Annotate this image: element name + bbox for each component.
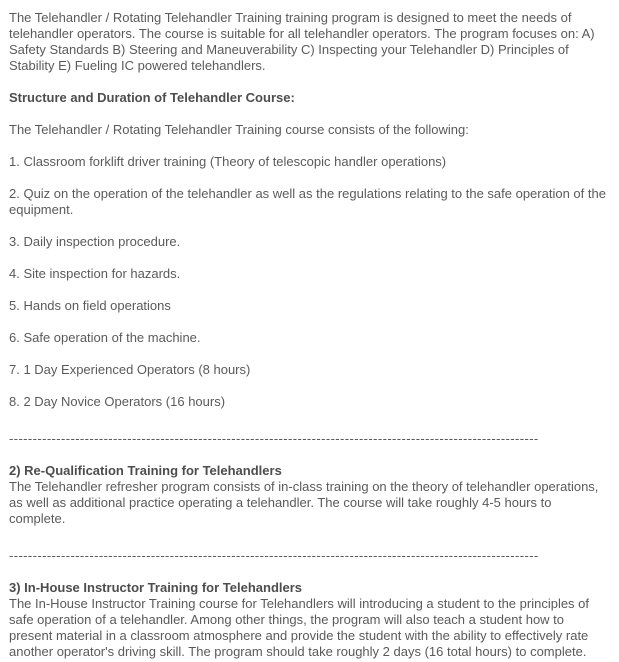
course-item-6: 6. Safe operation of the machine. [9,330,201,345]
instructor-body-paragraph: The In-House Instructor Training course for Telehandlers will introducing a student to the principles of safe operation of a telehandler. Among other things, the program will also teach a student how to present material in a classroom atmosphere and provide the student with the ability to effectively rate another operator's driving skill. The program should take roughly 2 days (16 total hours) to complete. [9,596,590,659]
divider-line-2: ---------------------------------------------------------------------------------------------------------------- [9,548,539,563]
structure-section-heading: Structure and Duration of Telehandler Course: [9,90,295,105]
course-item-4: 4. Site inspection for hazards. [9,266,181,281]
requalification-section-heading: 2) Re-Qualification Training for Telehandlers [9,463,282,478]
course-item-5: 5. Hands on field operations [9,298,171,313]
course-item-7: 7. 1 Day Experienced Operators (8 hours) [9,362,251,377]
divider-line-1: ---------------------------------------------------------------------------------------------------------------- [9,431,539,446]
structure-lead-paragraph: The Telehandler / Rotating Telehandler Training course consists of the following: [9,122,469,137]
course-item-1: 1. Classroom forklift driver training (Theory of telescopic handler operations) [9,154,447,169]
course-item-3: 3. Daily inspection procedure. [9,234,181,249]
course-item-8: 8. 2 Day Novice Operators (16 hours) [9,394,226,409]
requalification-body-paragraph: The Telehandler refresher program consists of in-class training on the theory of telehandler operations, as well as additional practice operating a telehandler. The course will take roughly 4-5 hours to complete. [9,479,599,526]
intro-paragraph: The Telehandler / Rotating Telehandler Training training program is designed to meet the needs of telehandler operators. The course is suitable for all telehandler operators. The program focuses on: A) Safety Standards B) Steering and Maneuverability C) Inspecting your Telehandler D) Principles of Stability E) Fueling IC powered telehandlers. [9,10,595,73]
instructor-section-heading: 3) In-House Instructor Training for Telehandlers [9,580,303,595]
course-item-2: 2. Quiz on the operation of the telehandler as well as the regulations relating to the safe operation of the equipment. [9,186,606,217]
